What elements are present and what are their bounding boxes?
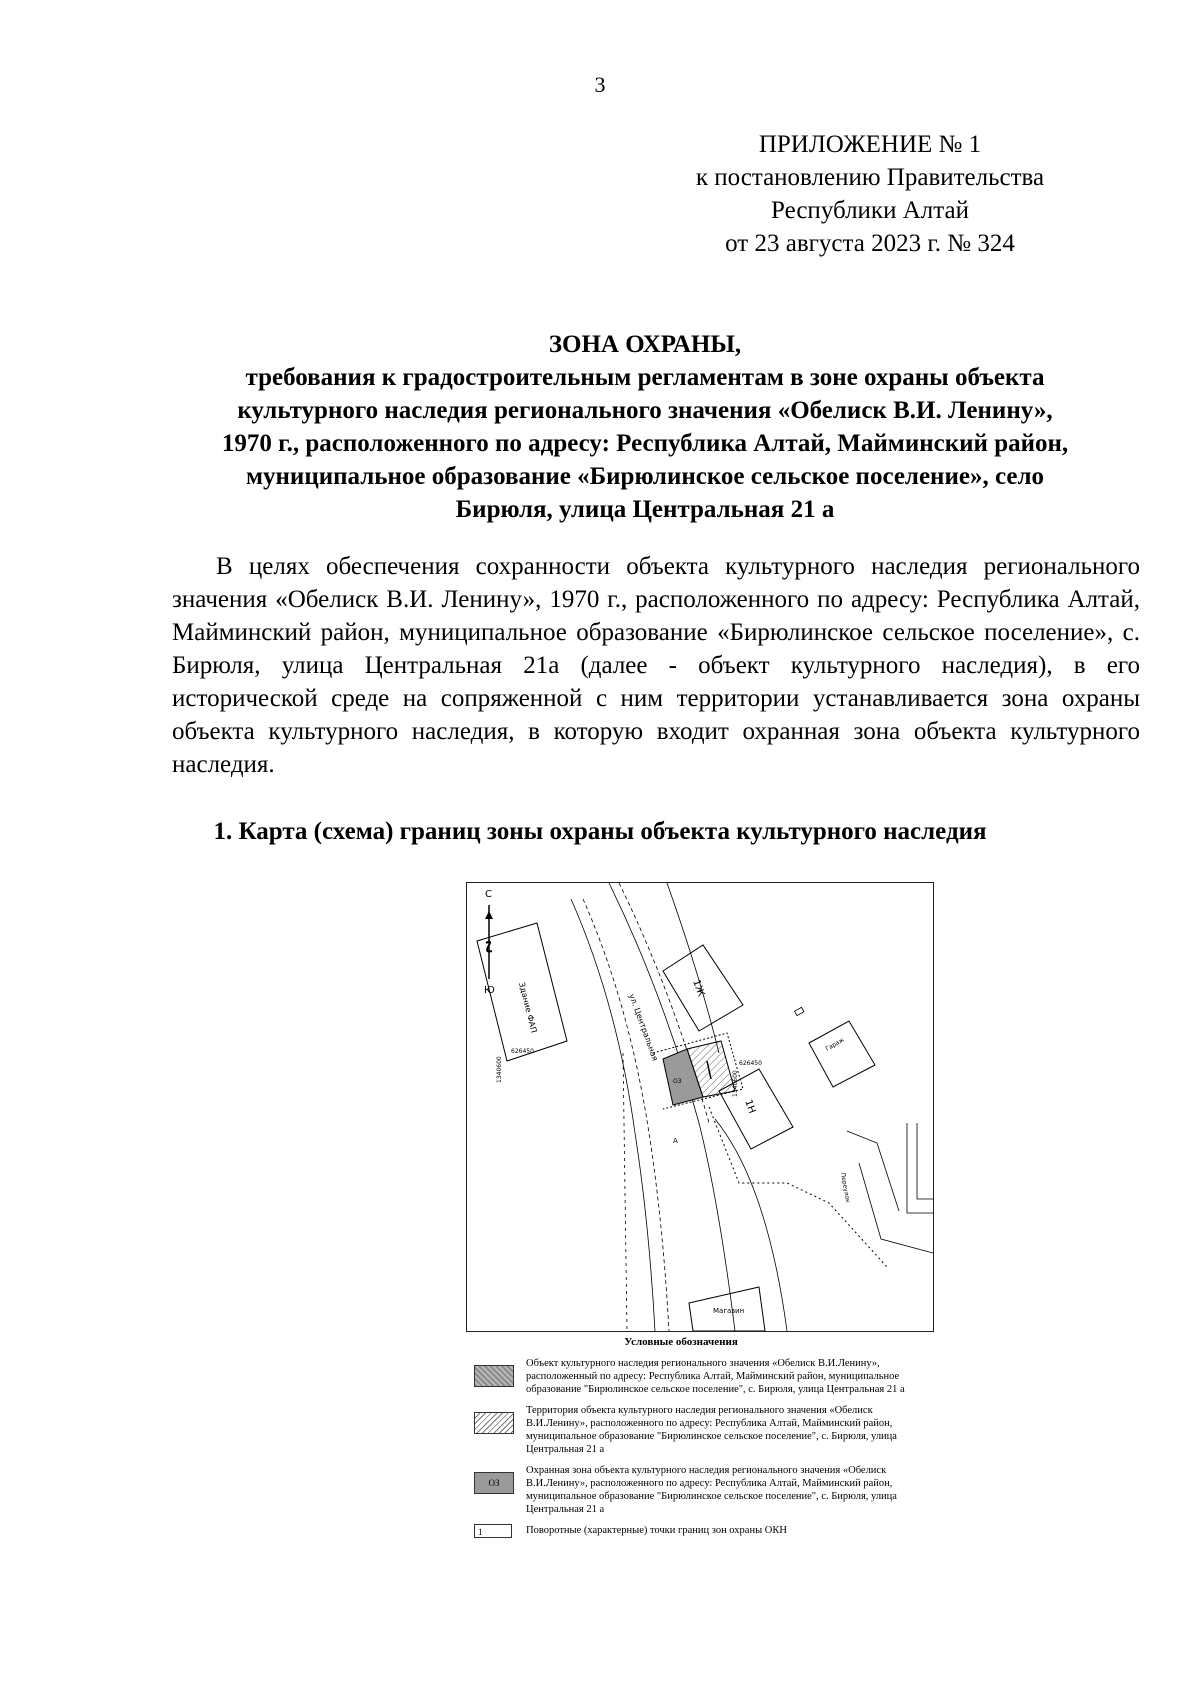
appendix-line-4: от 23 августа 2023 г. № 324 xyxy=(725,230,1015,257)
title-line-4: 1970 г., расположенного по адресу: Республика Алтай, Майминский район, xyxy=(221,430,1069,457)
legend-item-points xyxy=(466,1524,936,1538)
title-line-2: требования к градостроительным регламентам в зоне охраны объекта xyxy=(245,364,1045,391)
coord-x-right: 626450 xyxy=(739,1060,762,1067)
point-swatch-icon: 1 xyxy=(474,1524,512,1538)
intro-paragraph: В целях обеспечения сохранности объекта культурного наследия регионального значения «Обелиск В.И. Ленину», 1970 г., расположенного по адресу: Республика Алтай, Майминский район, муниципальное образование «Бирюлинское сельское поселение», с. Бирюля, улица Центральная 21а (далее - объект культурного наследия), в его исторической среде на сопряженной с ним территории устанавливается зона охраны объекта культурного наследия, в которую входит охранная зона объекта культурного наследия. xyxy=(172,553,1140,778)
building-magazin-label: Магазин xyxy=(713,1307,745,1315)
map-legend xyxy=(466,1336,936,1546)
boundary-map xyxy=(466,882,934,1332)
street-label: ул. Центральная xyxy=(627,992,660,1063)
fence-line xyxy=(709,1107,887,1267)
appendix-line-3: Республики Алтай xyxy=(771,197,969,224)
appendix-block xyxy=(640,128,1100,260)
title-line-1: ЗОНА ОХРАНЫ, xyxy=(548,331,742,358)
legend-item-text: Поворотные (характерные) точки границ зон охраны ОКН xyxy=(526,1525,787,1536)
object-swatch-icon xyxy=(474,1365,514,1387)
map-drawing xyxy=(467,883,933,1331)
road-mark: А xyxy=(673,1137,678,1145)
document-title xyxy=(150,328,1140,526)
building-1zh-label: 1Ж xyxy=(690,978,707,999)
section-heading: 1. Карта (схема) границ зоны охраны объекта культурного наследия xyxy=(213,818,987,845)
legend-item-text: Территория объекта культурного наследия регионального значения «Обелиск В.И.Ленину», расположенного по адресу: Республика Алтай, Майминский район, муниципальное образование "Бирюлинское сельское поселение", с. Бирюля, улица Центральная 21 а xyxy=(526,1405,897,1455)
zone-swatch-icon: ОЗ xyxy=(474,1472,514,1494)
title-line-6: Бирюля, улица Центральная 21 а xyxy=(455,496,835,523)
zone-label: ОЗ xyxy=(673,1078,682,1085)
legend-item-text: Охранная зона объекта культурного наследия регионального значения «Обелиск В.И.Ленину», расположенного по адресу: Республика Алтай, Майминский район, муниципальное образование "Бирюлинское сельское поселение", с. Бирюля, улица Центральная 21 а xyxy=(526,1465,897,1515)
appendix-line-2: к постановлению Правительства xyxy=(695,164,1045,191)
north-label: С xyxy=(485,889,492,900)
coord-y-left: 1340600 xyxy=(496,1056,503,1083)
heritage-object xyxy=(653,1033,743,1109)
building-garage-label: Гараж xyxy=(824,1036,846,1053)
building-1n-label: 1Н xyxy=(742,1098,758,1116)
legend-item-object xyxy=(466,1357,936,1396)
legend-item-territory xyxy=(466,1404,936,1456)
legend-item-text: Объект культурного наследия регионального значения «Обелиск В.И.Ленину», расположенный по адресу: Республика Алтай, Майминский район, муниципальное образование "Бирюлинское сельское поселение", с. Бирюля, улица Центральная 21 а xyxy=(526,1358,905,1395)
small-structure xyxy=(795,1007,804,1015)
page-number: 3 xyxy=(594,72,606,97)
building-magazin xyxy=(689,1287,765,1331)
south-label: Ю xyxy=(484,985,495,996)
building-1zh xyxy=(663,945,743,1031)
building-garage xyxy=(809,1021,875,1087)
title-line-3: культурного наследия регионального значения «Обелиск В.И. Ленину», xyxy=(237,397,1053,424)
legend-item-zone xyxy=(466,1464,936,1516)
lane-lines xyxy=(847,1123,933,1253)
coord-y-right: 1340600 xyxy=(732,1070,739,1097)
appendix-line-1: ПРИЛОЖЕНИЕ № 1 xyxy=(758,131,982,158)
territory-swatch-icon xyxy=(474,1412,514,1434)
lane-label: Переулок xyxy=(839,1172,852,1204)
title-line-5: муниципальное образование «Бирюлинское сельское поселение», село xyxy=(246,463,1044,490)
north-arrow-icon xyxy=(484,889,495,996)
building-fap-label: Здание ФАП xyxy=(517,981,539,1034)
legend-title: Условные обозначения xyxy=(624,1336,738,1348)
coord-x-left: 626450 xyxy=(511,1048,534,1055)
